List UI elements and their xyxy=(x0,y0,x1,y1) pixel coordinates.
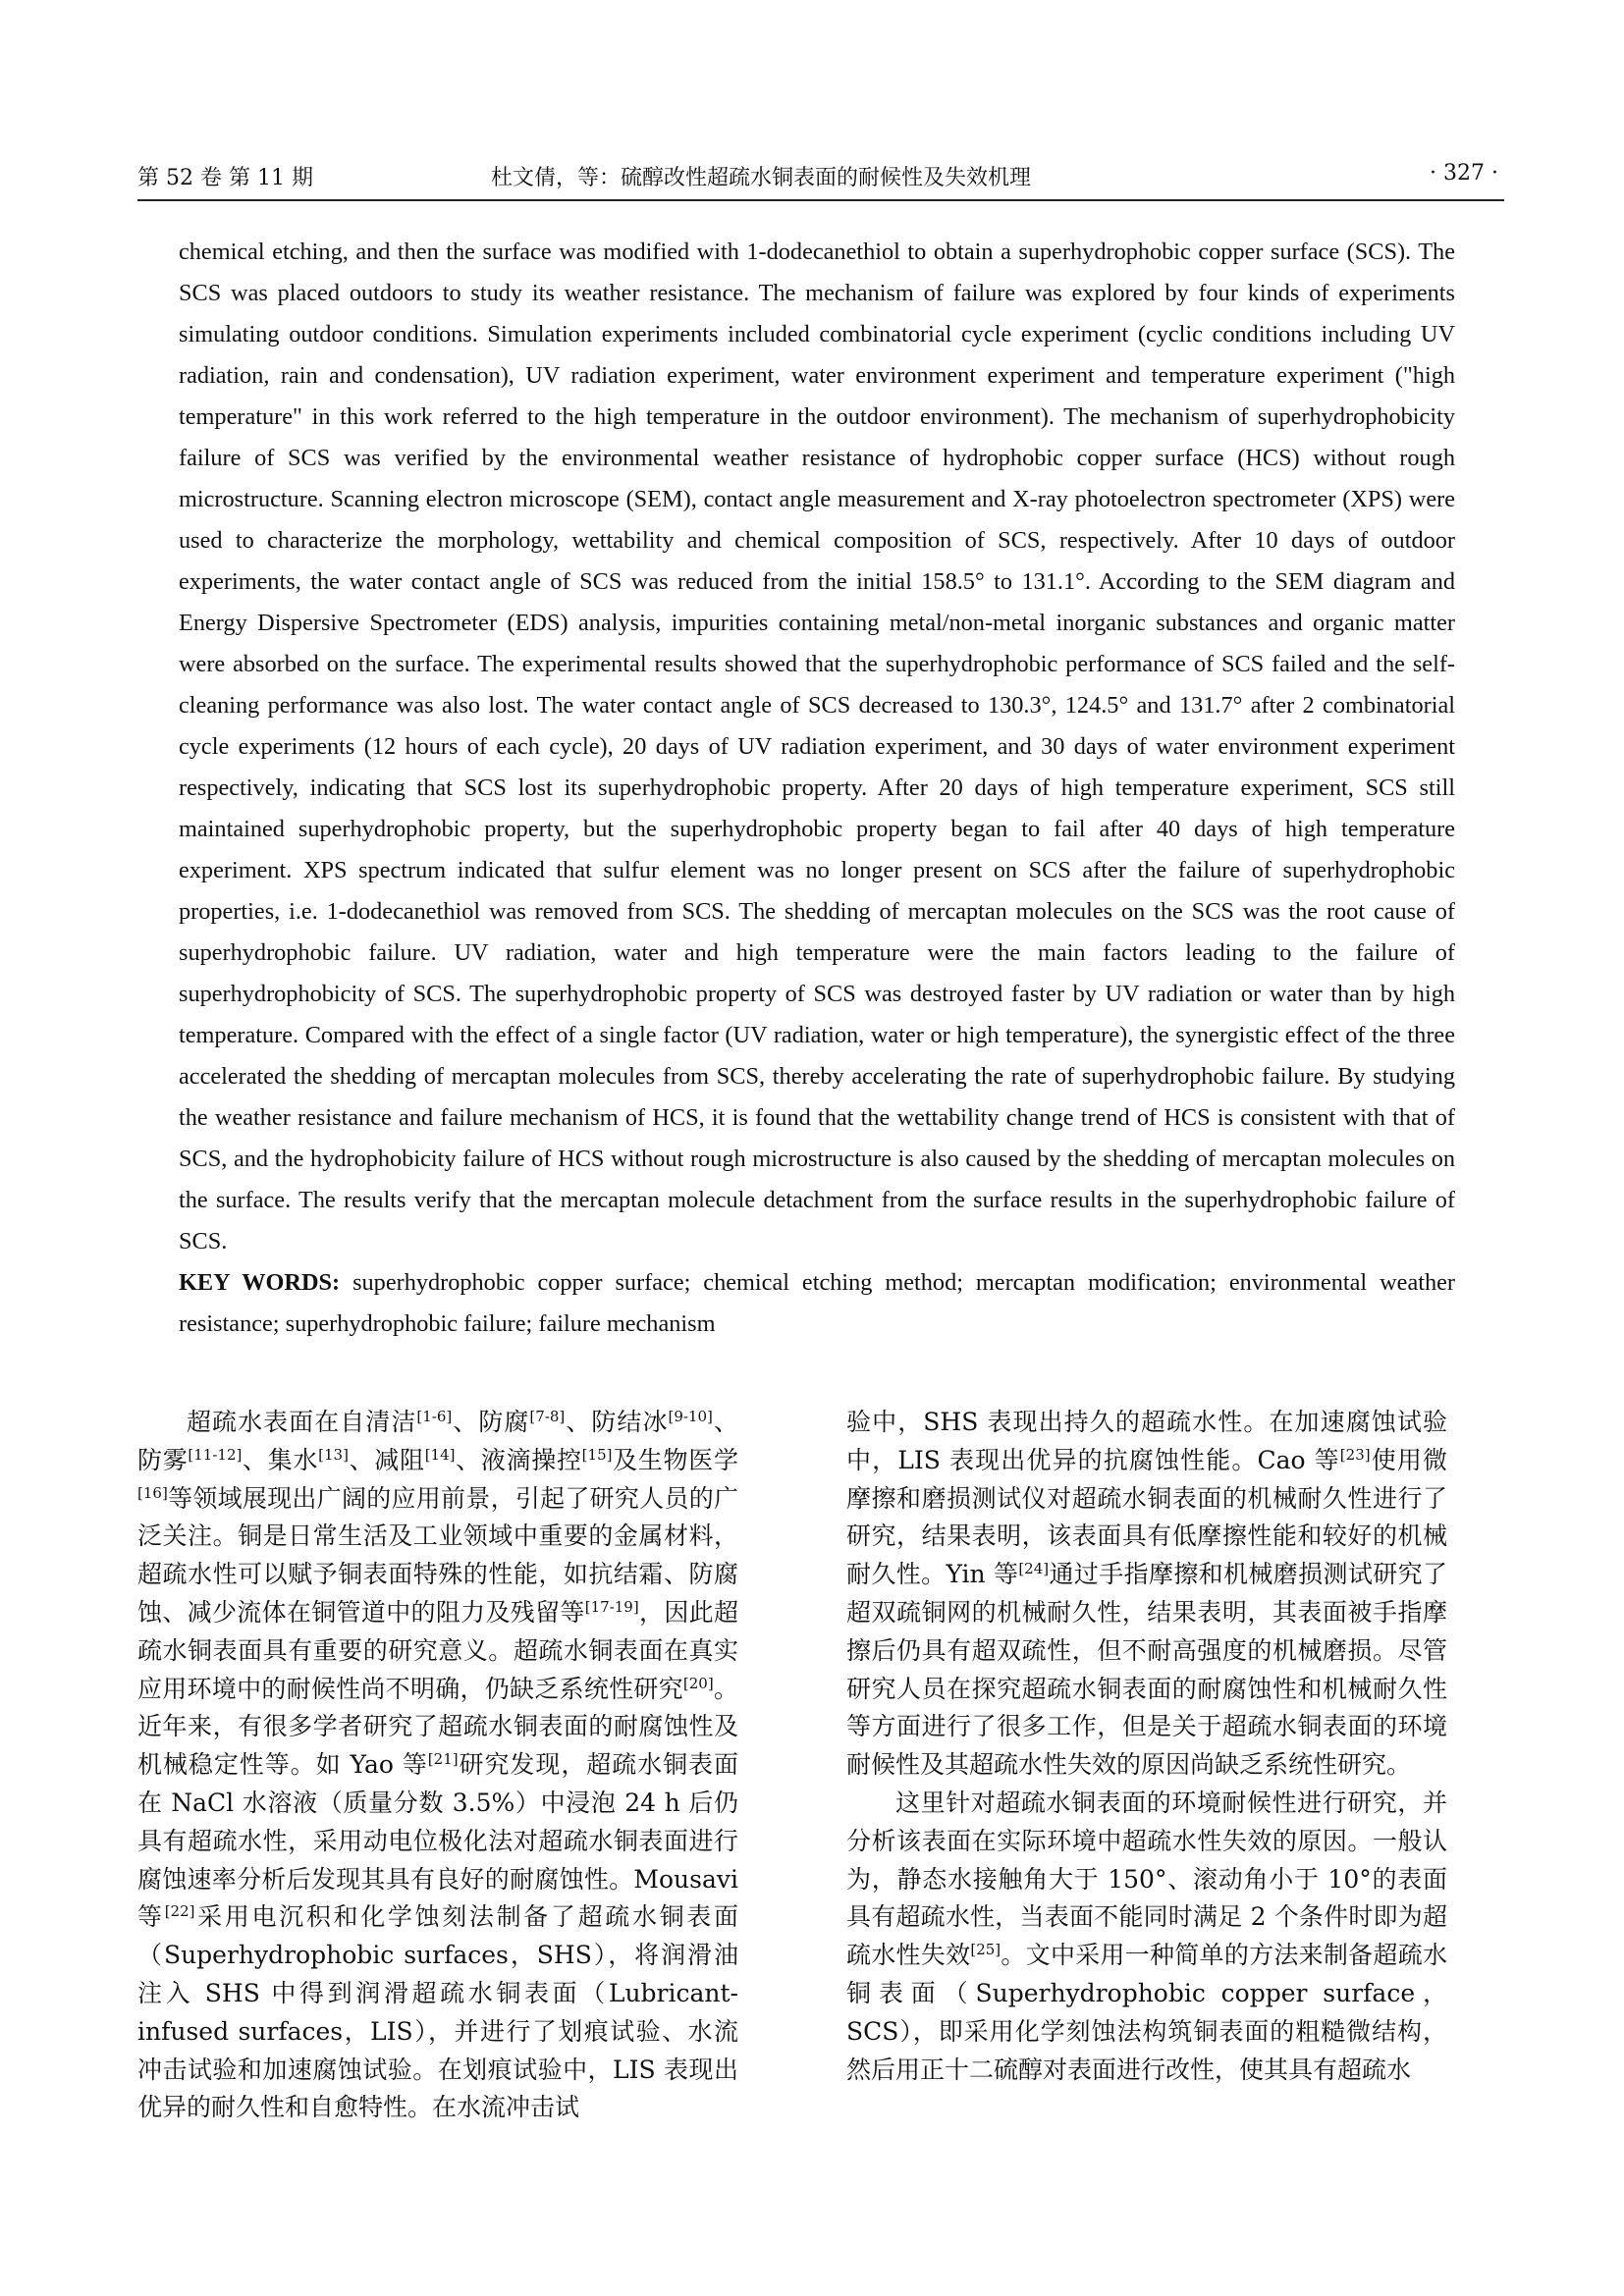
text-run: 。近年来，有很多学者研究了超疏水铜表面的耐腐蚀性及机械稳定性等。如 Yao 等 xyxy=(137,1674,738,1780)
citation: [13] xyxy=(318,1445,349,1464)
volume-issue: 第 52 卷 第 11 期 xyxy=(137,166,313,190)
citation: [1-6] xyxy=(416,1408,453,1425)
citation: [9-10] xyxy=(668,1408,713,1425)
citation: [23] xyxy=(1339,1445,1371,1464)
english-abstract xyxy=(179,232,1455,1345)
text-run: 、防雾 xyxy=(137,1408,738,1474)
text-run: 验中，SHS 表现出持久的超疏水性。在加速腐蚀试验中，LIS 表现出优异的抗腐蚀性能。Cao 等 xyxy=(846,1408,1447,1474)
intro-paragraph-2 xyxy=(846,1785,1447,2089)
body-column-left xyxy=(137,1404,738,2127)
citation: [17-19] xyxy=(584,1597,639,1616)
citation: [15] xyxy=(581,1445,613,1464)
text-run: 研究发现，超疏水铜表面在 NaCl 水溶液（质量分数 3.5%）中浸泡 24 h 后仍具有超疏水性，采用动电位极化法对超疏水铜表面进行腐蚀速率分析后发现其具有良好的耐腐蚀性。Mousavi 等 xyxy=(137,1750,738,1932)
text-run: 等领域展现出广阔的应用前景，引起了研究人员的广泛关注。铜是日常生活及工业领域中重要的金属材料，超疏水性可以赋予铜表面特殊的性能，如抗结霜、防腐蚀、减少流体在铜管道中的阻力及残留等 xyxy=(137,1483,738,1627)
text-run: 通过手指摩擦和机械磨损测试研究了超双疏铜网的机械耐久性，结果表明，其表面被手指摩擦后仍具有超双疏性，但不耐高强度的机械磨损。尽管研究人员在探究超疏水铜表面的耐腐蚀性和机械耐久性等方面进行了很多工作，但是关于超疏水铜表面的环境耐候性及其超疏水性失效的原因尚缺乏系统性研究。 xyxy=(846,1560,1447,1780)
citation: [25] xyxy=(970,1941,1001,1959)
keywords-line xyxy=(179,1262,1455,1345)
text-run: 使用微摩擦和磨损测试仪对超疏水铜表面的机械耐久性进行了研究，结果表明，该表面具有低摩擦性能和较好的机械耐久性。Yin 等 xyxy=(846,1445,1447,1589)
text-run: 及生物医学 xyxy=(612,1445,738,1474)
text-run: ，因此超疏水铜表面具有重要的研究意义。超疏水铜表面在真实应用环境中的耐候性尚不明确，仍缺乏系统性研究 xyxy=(137,1597,738,1703)
text-run: 采用电沉积和化学蚀刻法制备了超疏水铜表面（Superhydrophobic surfaces，SHS），将润滑油注入 SHS 中得到润滑超疏水铜表面（Lubricant-infused surfaces，LIS），并进行了划痕试验、水流冲击试验和加速腐蚀试验。在划痕试验中，LIS 表现出优异的耐久性和自愈特性。在水流冲击试 xyxy=(137,1902,738,2122)
header-rule xyxy=(137,199,1504,201)
citation: [21] xyxy=(427,1750,459,1769)
citation: [11-12] xyxy=(188,1445,243,1464)
citation: [7-8] xyxy=(529,1408,566,1425)
keywords-text: superhydrophobic copper surface; chemical etching method; mercaptan modification; environmental weather resistance; superhydrophobic failure; failure mechanism xyxy=(179,1269,1455,1337)
citation: [22] xyxy=(164,1902,195,1921)
running-title: 杜文倩，等：硫醇改性超疏水铜表面的耐候性及失效机理 xyxy=(491,166,1032,190)
body-column-right xyxy=(846,1404,1447,2089)
citation: [24] xyxy=(1018,1560,1050,1578)
citation: [16] xyxy=(137,1483,168,1502)
text-run: 、集水 xyxy=(242,1445,319,1474)
citation: [14] xyxy=(424,1445,456,1464)
text-run: 、防结冰 xyxy=(565,1408,669,1436)
text-run: 、液滴操控 xyxy=(455,1445,582,1474)
text-run: 、减阻 xyxy=(348,1445,425,1474)
text-run: 、防腐 xyxy=(452,1408,530,1436)
intro-paragraph-1 xyxy=(137,1404,738,2127)
text-run: 这里针对超疏水铜表面的环境耐候性进行研究，并分析该表面在实际环境中超疏水性失效的原因。一般认为，静态水接触角大于 150°、滚动角小于 10°的表面具有超疏水性，当表面不能同时满足 2 个条件时即为超疏水性失效 xyxy=(846,1788,1447,1970)
abstract-text: chemical etching, and then the surface was modified with 1-dodecanethiol to obtain a superhydrophobic copper surface (SCS). The SCS was placed outdoors to study its weather resistance. The mechanism of failure was explored by four kinds of experiments simulating outdoor conditions. Simulation experiments included combinatorial cycle experiment (cyclic conditions including UV radiation, rain and condensation), UV radiation experiment, water environment experiment and temperature experiment ("high temperature" in this work referred to the high temperature in the outdoor environment). The mechanism of superhydrophobicity failure of SCS was verified by the environmental weather resistance of hydrophobic copper surface (HCS) without rough microstructure. Scanning electron microscope (SEM), contact angle measurement and X-ray photoelectron spectrometer (XPS) were used to characterize the morphology, wettability and chemical composition of SCS, respectively. After 10 days of outdoor experiments, the water contact angle of SCS was reduced from the initial 158.5° to 131.1°. According to the SEM diagram and Energy Dispersive Spectrometer (EDS) analysis, impurities containing metal/non-metal inorganic substances and organic matter were absorbed on the surface. The experimental results showed that the superhydrophobic performance of SCS failed and the self-cleaning performance was also lost. The water contact angle of SCS decreased to 130.3°, 124.5° and 131.7° after 2 combinatorial cycle experiments (12 hours of each cycle), 20 days of UV radiation experiment, and 30 days of water environment experiment respectively, indicating that SCS lost its superhydrophobic property. After 20 days of high temperature experiment, SCS still maintained superhydrophobic property, but the superhydrophobic property began to fail after 40 days of high temperature experiment. XPS spectrum indicated that sulfur element was no longer present on SCS after the failure of superhydrophobic properties, i.e. 1-dodecanethiol was removed from SCS. The shedding of mercaptan molecules on the SCS was the root cause of superhydrophobic failure. UV radiation, water and high temperature were the main factors leading to the failure of superhydrophobicity of SCS. The superhydrophobic property of SCS was destroyed faster by UV radiation or water than by high temperature. Compared with the effect of a single factor (UV radiation, water or high temperature), the synergistic effect of the three accelerated the shedding of mercaptan molecules from SCS, thereby accelerating the rate of superhydrophobic failure. By studying the weather resistance and failure mechanism of HCS, it is found that the wettability change trend of HCS is consistent with that of SCS, and the hydrophobicity failure of HCS without rough microstructure is also caused by the shedding of mercaptan molecules on the surface. The results verify that the mercaptan molecule detachment from the surface results in the superhydrophobic failure of SCS. xyxy=(179,239,1455,1255)
text-run: 。文中采用一种简单的方法来制备超疏水铜表面（Superhydrophobic copper surface，SCS），即采用化学刻蚀法构筑铜表面的粗糙微结构，然后用正十二硫醇对表面进行改性，使其具有超疏水 xyxy=(846,1941,1447,2084)
keywords-label: KEY WORDS: xyxy=(179,1269,341,1296)
page-number: · 327 · xyxy=(1430,161,1498,186)
intro-paragraph-1-continued xyxy=(846,1404,1447,1785)
citation: [20] xyxy=(682,1674,714,1692)
running-header xyxy=(137,155,1504,198)
text-run: 超疏水表面在自清洁 xyxy=(187,1408,417,1436)
